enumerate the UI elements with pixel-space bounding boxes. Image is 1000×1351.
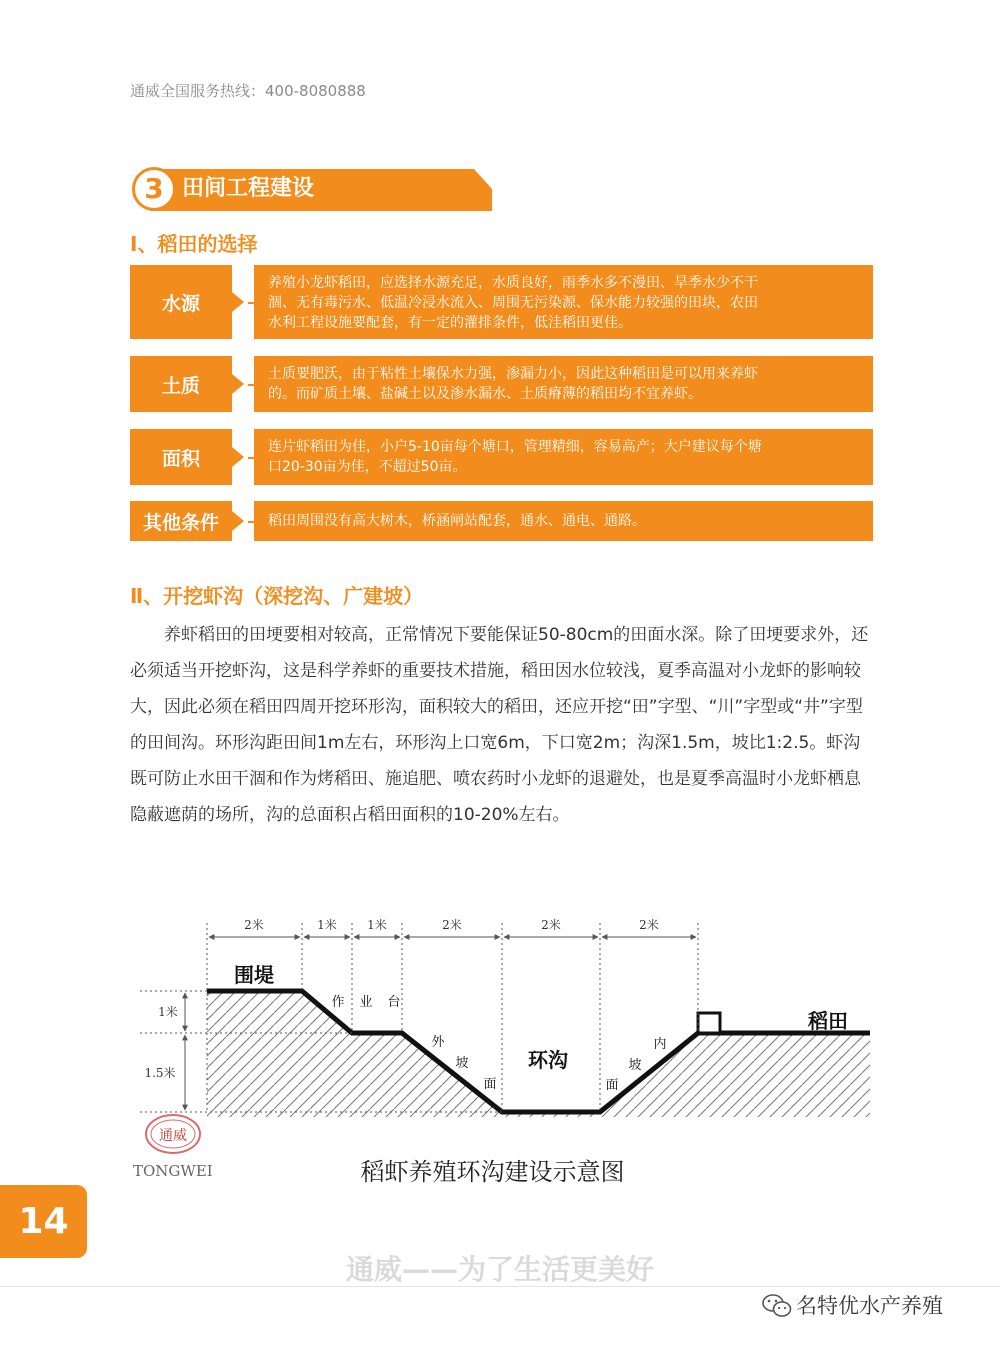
- outer-slope-label-char: 坡: [455, 1056, 469, 1071]
- row-label: 面积: [130, 429, 232, 485]
- ditch-diagram: [130, 905, 875, 1120]
- outer-slope-label-char: 外: [431, 1035, 445, 1050]
- row-label: 水源: [130, 265, 232, 339]
- paddy-label: 稻田: [808, 1009, 848, 1033]
- sluice-box: [698, 1013, 720, 1033]
- width-label: 1米: [367, 918, 387, 932]
- platform-label-char: 作: [331, 995, 345, 1010]
- content-line: 连片虾稻田为佳，小户5-10亩每个塘口，管理精细，容易高产；大户建议每个塘: [268, 439, 762, 455]
- diagram-caption: 稻虾养殖环沟建设示意图: [360, 1158, 625, 1186]
- content-line: 稻田周围没有高大树木，桥涵闸站配套，通水、通电、通路。: [268, 513, 646, 529]
- width-label: 2米: [639, 918, 659, 932]
- row-label: 其他条件: [130, 501, 232, 541]
- tongwei-logo-text: TONGWEI: [133, 1162, 213, 1180]
- row-content: [254, 356, 873, 412]
- selection-row-water: [130, 265, 873, 339]
- inner-slope-label-char: 坡: [628, 1058, 642, 1073]
- height-label: 1.5米: [144, 1066, 176, 1080]
- ditch-label: 环沟: [528, 1048, 568, 1072]
- tongwei-logo-seal: [143, 1112, 203, 1156]
- account-name: 名特优水产养殖: [796, 1294, 943, 1318]
- selection-row-area: [130, 429, 873, 485]
- platform-label-char: 业: [359, 995, 373, 1010]
- section-number-badge: 3: [132, 167, 176, 211]
- content-line: 涸、无有毒污水、低温冷浸水流入、周围无污染源、保水能力较强的田块，农田: [268, 295, 758, 311]
- footer-divider: [0, 1286, 1000, 1287]
- logo-seal-text: 通威: [159, 1128, 187, 1144]
- arrow-icon: [232, 447, 244, 467]
- width-label: 2米: [442, 918, 462, 932]
- wechat-icon: [762, 1293, 792, 1319]
- selection-row-soil: [130, 356, 873, 412]
- outer-slope-label-char: 面: [483, 1077, 497, 1092]
- width-label: 2米: [541, 918, 561, 932]
- inner-slope-label-char: 面: [605, 1078, 619, 1093]
- page-number: 14: [0, 1185, 87, 1258]
- part2-heading: Ⅱ、开挖虾沟（深挖沟、广建坡）: [130, 584, 424, 608]
- section-banner: [130, 165, 492, 211]
- content-line: 水利工程设施要配套，有一定的灌排条件，低洼稻田更佳。: [268, 315, 632, 331]
- content-line: 的。而矿质土壤、盐碱土以及渗水漏水、土质瘠薄的稻田均不宜养虾。: [268, 386, 702, 402]
- width-label: 1米: [317, 918, 337, 932]
- body-paragraph: [130, 617, 875, 833]
- hotline-text: 通威全国服务热线：400-8080888: [130, 82, 366, 100]
- selection-row-other: [130, 501, 873, 541]
- arrow-icon: [232, 292, 244, 312]
- row-content: [254, 429, 873, 485]
- row-content: [254, 501, 873, 541]
- platform-label-char: 台: [387, 995, 401, 1010]
- content-line: 口20-30亩为佳，不超过50亩。: [268, 459, 467, 475]
- section-title: 田间工程建设: [182, 176, 315, 201]
- content-line: 养殖小龙虾稻田，应选择水源充足，水质良好，雨季水多不漫田、旱季水少不干: [268, 275, 758, 291]
- height-label: 1米: [158, 1005, 178, 1019]
- part1-heading: Ⅰ、稻田的选择: [130, 232, 258, 256]
- arrow-icon: [232, 511, 244, 531]
- width-label: 2米: [244, 918, 264, 932]
- row-content: [254, 265, 873, 339]
- paragraph-text: 养虾稻田的田埂要相对较高，正常情况下要能保证50-80cm的田面水深。除了田埂要求外，还必须适当开挖虾沟，这是科学养虾的重要技术措施，稻田因水位较浅，夏季高温对小龙虾的影响较大，因此必须在稻田四周开挖环形沟，面积较大的稻田，还应开挖“田”字型、“川”字型或“井”字型的田间沟。环形沟距田间1m左右，环形沟上口宽6m，下口宽2m；沟深1.5m，坡比1:2.5。虾沟既可防止水田干涸和作为烤稻田、施追肥、喷农药时小龙虾的退避处，也是夏季高温时小龙虾栖息隐蔽遮荫的场所，沟的总面积占稻田面积的10-20%左右。: [130, 625, 869, 825]
- arrow-icon: [232, 374, 244, 394]
- row-label: 土质: [130, 356, 232, 412]
- content-line: 土质要肥沃，由于粘性土壤保水力强，渗漏力小，因此这种稻田是可以用来养虾: [268, 366, 758, 382]
- footer-slogan: 通威——为了生活更美好: [345, 1253, 654, 1286]
- embankment-label: 围堤: [234, 963, 274, 987]
- inner-slope-label-char: 内: [653, 1037, 667, 1052]
